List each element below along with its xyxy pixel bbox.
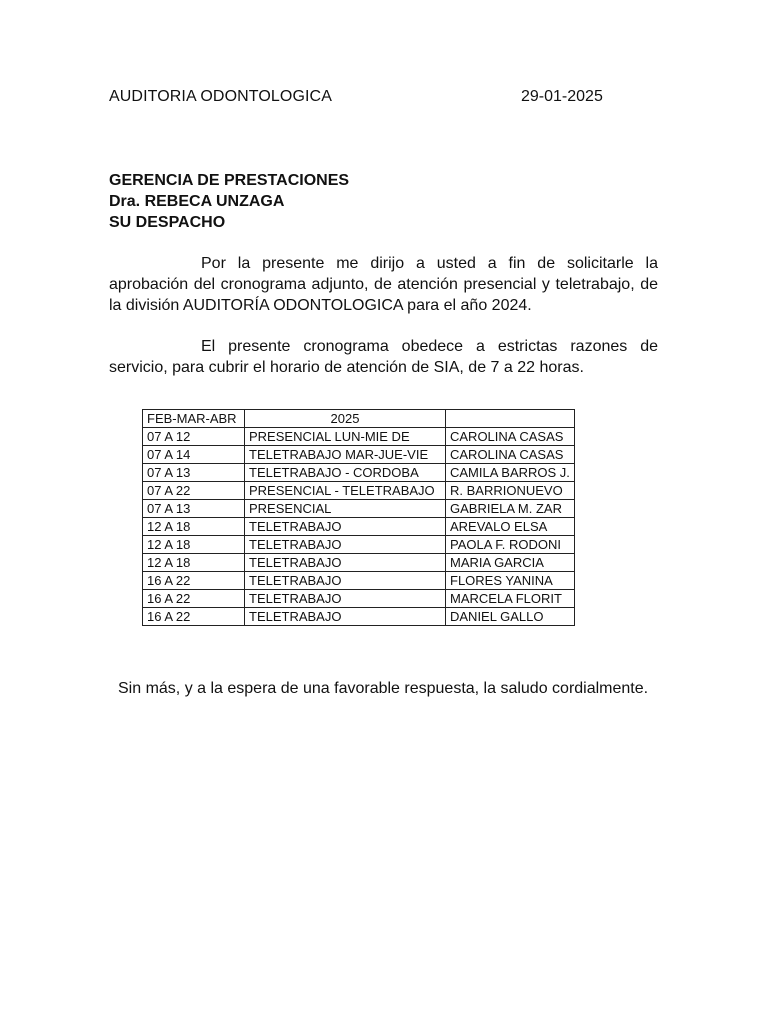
schedule-person-cell: CAROLINA CASAS <box>446 428 575 446</box>
schedule-person-cell: DANIEL GALLO <box>446 608 575 626</box>
schedule-row <box>143 428 575 446</box>
schedule-person-cell: CAMILA BARROS J. <box>446 464 575 482</box>
schedule-header-year: 2025 <box>245 410 446 428</box>
schedule-modality-cell: TELETRABAJO <box>245 590 446 608</box>
schedule-time-cell: 07 A 22 <box>143 482 245 500</box>
schedule-modality-cell: TELETRABAJO MAR-JUE-VIE <box>245 446 446 464</box>
schedule-modality-cell: PRESENCIAL <box>245 500 446 518</box>
schedule-time-cell: 16 A 22 <box>143 608 245 626</box>
department-name: AUDITORIA ODONTOLOGICA <box>109 88 332 105</box>
schedule-modality-cell: TELETRABAJO <box>245 554 446 572</box>
closing-sentence: Sin más, y a la espera de una favorable respuesta, la saludo cordialmente. <box>118 680 649 697</box>
schedule-modality-cell: TELETRABAJO - CORDOBA <box>245 464 446 482</box>
addressee-block <box>109 170 349 233</box>
schedule-row <box>143 482 575 500</box>
schedule-time-cell: 07 A 14 <box>143 446 245 464</box>
schedule-header-row <box>143 410 575 428</box>
schedule-table <box>142 409 575 626</box>
schedule-row <box>143 608 575 626</box>
schedule-header-months: FEB-MAR-ABR <box>143 410 245 428</box>
schedule-modality-cell: TELETRABAJO <box>245 572 446 590</box>
body-paragraph-request: Por la presente me dirijo a usted a fin de solicitarle la aprobación del cronograma adjunto, de atención presencial y teletrabajo, de la división AUDITORÍA ODONTOLOGICA para el año 2024. <box>109 255 658 314</box>
addressee-name: Dra. REBECA UNZAGA <box>109 193 285 210</box>
schedule-time-cell: 07 A 13 <box>143 464 245 482</box>
schedule-time-cell: 12 A 18 <box>143 536 245 554</box>
schedule-person-cell: MARIA GARCIA <box>446 554 575 572</box>
schedule-header-blank <box>446 410 575 428</box>
schedule-time-cell: 16 A 22 <box>143 590 245 608</box>
addressee-organization: GERENCIA DE PRESTACIONES <box>109 172 350 189</box>
schedule-person-cell: GABRIELA M. ZAR <box>446 500 575 518</box>
schedule-row <box>143 536 575 554</box>
schedule-time-cell: 12 A 18 <box>143 518 245 536</box>
schedule-person-cell: MARCELA FLORIT <box>446 590 575 608</box>
schedule-modality-cell: TELETRABAJO <box>245 608 446 626</box>
schedule-row <box>143 572 575 590</box>
schedule-person-cell: PAOLA F. RODONI <box>446 536 575 554</box>
schedule-person-cell: AREVALO ELSA <box>446 518 575 536</box>
addressee-office: SU DESPACHO <box>109 214 226 231</box>
schedule-time-cell: 07 A 13 <box>143 500 245 518</box>
schedule-row <box>143 518 575 536</box>
schedule-time-cell: 16 A 22 <box>143 572 245 590</box>
body-paragraph-justification: El presente cronograma obedece a estrictas razones de servicio, para cubrir el horario de atención de SIA, de 7 a 22 horas. <box>109 338 658 376</box>
schedule-row <box>143 500 575 518</box>
schedule-person-cell: FLORES YANINA <box>446 572 575 590</box>
schedule-person-cell: CAROLINA CASAS <box>446 446 575 464</box>
schedule-person-cell: R. BARRIONUEVO <box>446 482 575 500</box>
schedule-modality-cell: PRESENCIAL - TELETRABAJO <box>245 482 446 500</box>
schedule-row <box>143 446 575 464</box>
schedule-modality-cell: PRESENCIAL LUN-MIE DE <box>245 428 446 446</box>
schedule-row <box>143 590 575 608</box>
schedule-modality-cell: TELETRABAJO <box>245 536 446 554</box>
schedule-time-cell: 12 A 18 <box>143 554 245 572</box>
schedule-row <box>143 464 575 482</box>
schedule-modality-cell: TELETRABAJO <box>245 518 446 536</box>
schedule-time-cell: 07 A 12 <box>143 428 245 446</box>
schedule-row <box>143 554 575 572</box>
letter-date: 29-01-2025 <box>521 88 603 105</box>
